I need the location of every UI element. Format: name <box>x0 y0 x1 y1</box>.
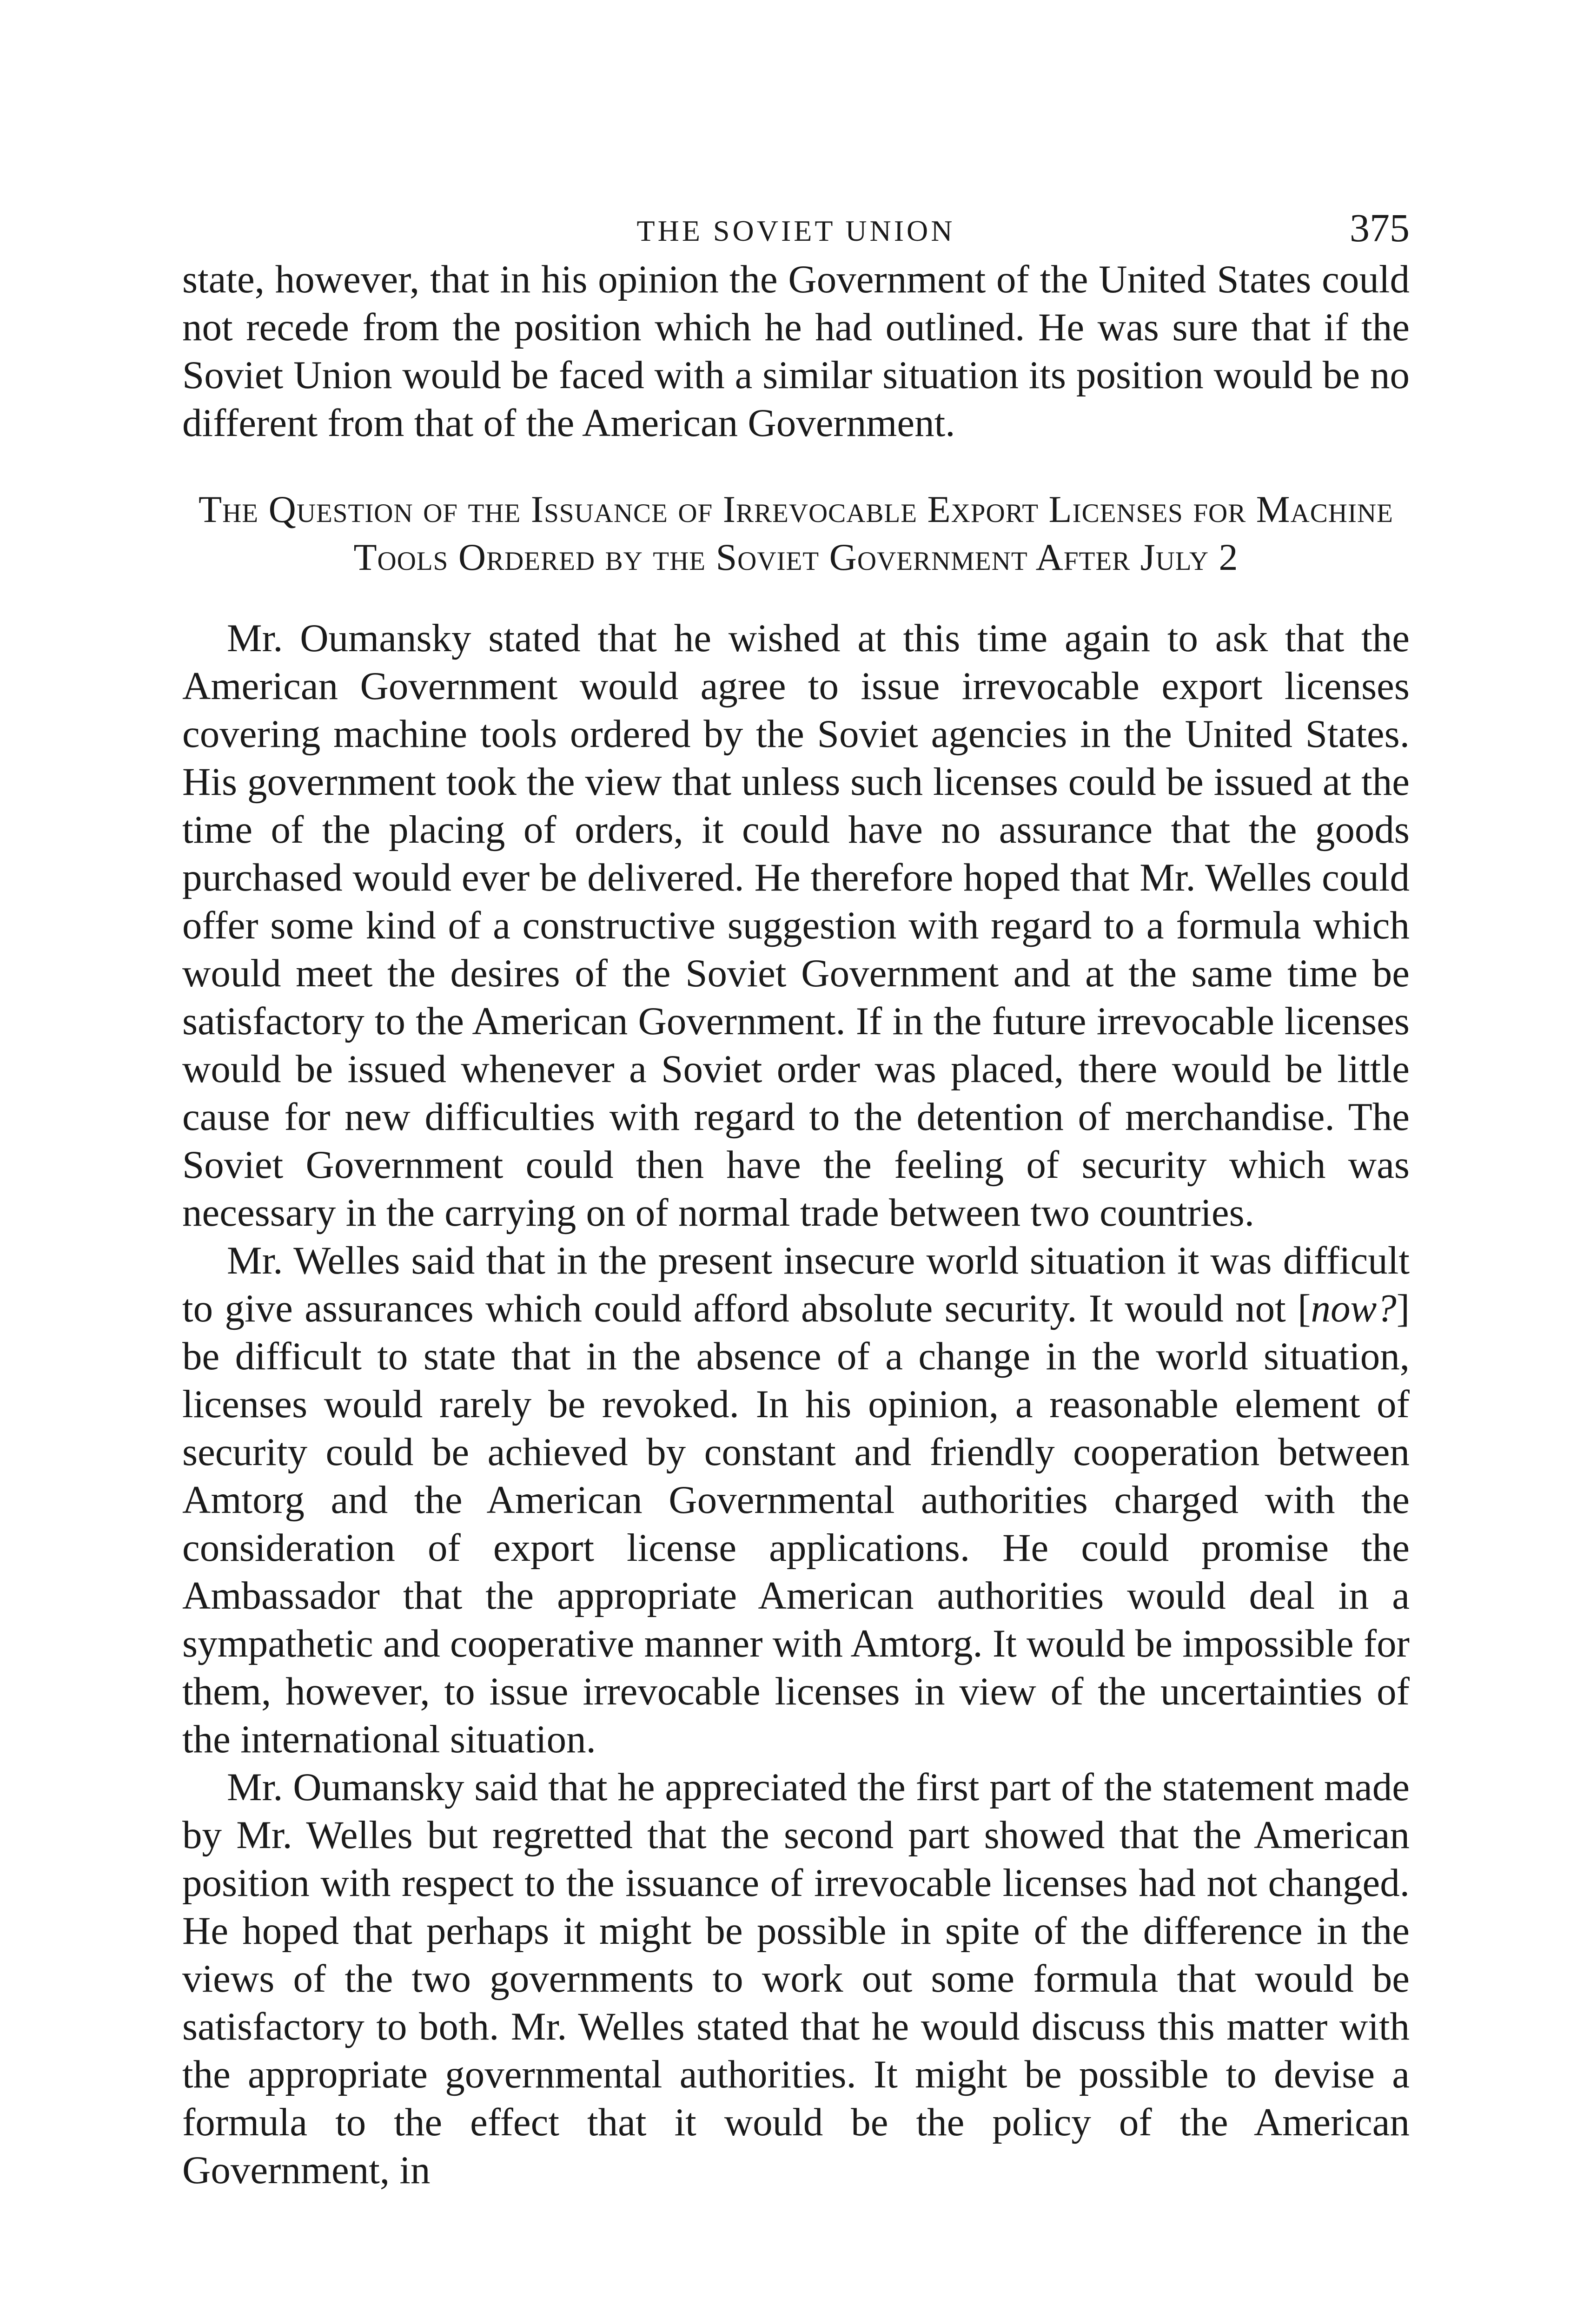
continuation-paragraph: state, however, that in his opinion the Government of the United States could not recede from the position which he had outlined. He was sure that if the Soviet Union would be faced with a similar situation its position would be no different from that of the American Government. <box>182 257 1410 445</box>
paragraph-text: Mr. Welles said that in the present insecure world situation it was difficult to give assurances which could afford absolute security. It would not [ <box>182 1239 1410 1330</box>
page-number: 375 <box>1350 205 1410 250</box>
paragraph-welles-response <box>182 1237 1410 1763</box>
editorial-insertion: now? <box>1311 1287 1397 1330</box>
running-header <box>182 205 1410 256</box>
section-heading: The Question of the Issuance of Irrevocable Export Licenses for Machine Tools Ordered by the Soviet Government After July 2 <box>199 488 1393 578</box>
paragraph-text: ] be difficult to state that in the absence of a change in the world situation, licenses would rarely be revoked. In his opinion, a reasonable element of security could be achieved by constant and friendly cooperation between Amtorg and the American Governmental authorities charged with the consideration of export license applications. He could promise the Ambassador that the appropriate American authorities would deal in a sympathetic and cooperative manner with Amtorg. It would be impossible for them, however, to issue irrevocable licenses in view of the uncertainties of the international situation. <box>182 1287 1410 1761</box>
paragraph-oumansky-request: Mr. Oumansky stated that he wished at this time again to ask that the American Government would agree to issue irrevocable export licenses covering machine tools ordered by the Soviet agencies in the United States. His government took the view that unless such licenses could be issued at the time of the placing of orders, it could have no assurance that the goods purchased would ever be delivered. He therefore hoped that Mr. Welles could offer some kind of a constructive suggestion with regard to a formula which would meet the desires of the Soviet Government and at the same time be satisfactory to the American Government. If in the future irrevocable licenses would be issued whenever a Soviet order was placed, there would be little cause for new difficulties with regard to the detention of merchandise. The Soviet Government could then have the feeling of security which was necessary in the carrying on of normal trade between two countries. <box>182 616 1410 1235</box>
paragraph-oumansky-reply: Mr. Oumansky said that he appreciated the first part of the statement made by Mr. Welles but regretted that the second part showed that the American position with respect to the issuance of irrevocable licenses had not changed. He hoped that perhaps it might be possible in spite of the difference in the views of the two governments to work out some formula that would be satisfactory to both. Mr. Welles stated that he would discuss this matter with the appropriate governmental authorities. It might be possible to devise a formula to the effect that it would be the policy of the American Government, in <box>182 1765 1410 2192</box>
running-title: THE SOVIET UNION <box>636 214 955 247</box>
document-page <box>182 205 1410 2194</box>
